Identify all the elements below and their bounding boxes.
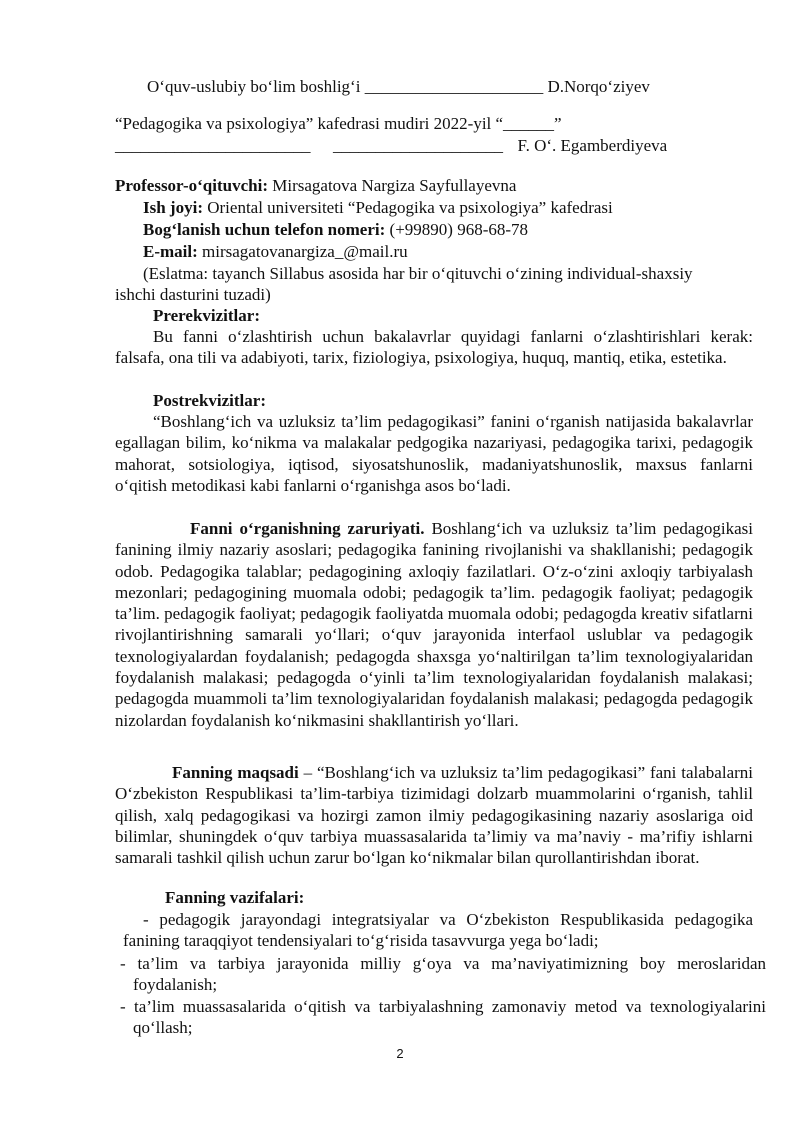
signature-blank-2: ____________________: [333, 136, 503, 155]
goal-heading: Fanning maqsadi: [172, 763, 299, 782]
phone-label: Bog‘lanish uchun telefon nomeri:: [143, 220, 386, 239]
task-item-1: [123, 909, 753, 952]
workplace-value: Oriental universiteti “Pedagogika va psixologiya” kafedrasi: [202, 198, 613, 217]
task-text-1: - pedagogik jarayondagi integratsiyalar va O‘zbekiston Respublikasida pedagogika fanining taraqqiyot tendensiyalari to‘g‘risida tasavvurga yega bo‘ladi;: [123, 910, 753, 951]
task-item-2: [120, 953, 766, 996]
approval-line-2: [115, 113, 562, 135]
signature-blank: _____________________: [364, 77, 544, 96]
postrequisites-heading: Postrekvizitlar:: [153, 391, 266, 410]
email-value: mirsagatovanargiza_@mail.ru: [197, 242, 408, 261]
note-line-1: [143, 263, 693, 285]
workplace-label: Ish joyi:: [143, 198, 203, 217]
date-blank: _______________________: [115, 136, 311, 155]
approver-name: D.Norqo‘ziyev: [547, 77, 650, 96]
email-label: E-mail:: [143, 242, 198, 261]
postrequisites-text: [115, 411, 753, 496]
prerequisites-body: Bu fanni o‘zlashtirish uchun bakalavrlar quyidagi fanlarni o‘zlashtirishlari kerak: falsafa, ona tili va adabiyoti, tarix, fiziologiya, psixologiya, huquq, mantiq, etika, estetika.: [115, 327, 753, 368]
department-head-name: F. O‘. Egamberdiyeva: [517, 136, 668, 155]
department-head-text: “Pedagogika va psixologiya” kafedrasi mudiri 2022-yil “______”: [115, 114, 562, 133]
note-line-2: [115, 284, 271, 306]
note-text-2: ishchi dasturini tuzadi): [115, 285, 271, 304]
tasks-heading: Fanning vazifalari:: [165, 888, 305, 907]
task-text-3: - ta’lim muassasalarida o‘qitish va tarbiyalashning zamonaviy metod va texnologiyalarini qo‘llash;: [120, 997, 766, 1038]
professor-line: [115, 175, 516, 197]
necessity-paragraph: [115, 518, 753, 731]
email-line: [143, 241, 408, 263]
goal-body: – “Boshlang‘ich va uzluksiz ta’lim pedagogikasi” fani talabalarni O‘zbekiston Respublikasi ta’lim-tarbiya tizimidagi dolzarb muammolarini o‘rganish, tahlil qilish, xalq pedagogikasi va hozirgi zamon ilmiy pedagogikasining nazariy asoslariga oid bilimlar, shuningdek o‘quv tarbiya muassasalarida ta’limiy va ma’naviy - ma’rifiy ishlarni samarali tashkil qilish uchun zarur bo‘lgan ko‘nikmalar bilan qurollantirishdan iborat.: [115, 763, 754, 868]
note-text-1: (Eslatma: tayanch Sillabus asosida har bir o‘qituvchi o‘zining individual-shaxsiy: [143, 264, 693, 283]
necessity-heading: Fanni o‘rganishning zaruriyati.: [190, 519, 425, 538]
approval-line-3: [115, 135, 667, 157]
postrequisites-body: “Boshlang‘ich va uzluksiz ta’lim pedagogikasi” fanini o‘rganish natijasida bakalavrlar egallagan bilim, ko‘nikma va malakalar pedgogika nazariyasi, pedagogika tarixi, pedagogik mahorat, sotsiologiya, iqtisod, siyosatshunoslik, madaniyatshunoslik, maxsus fanlarni o‘qitish metodikasi kabi fanlarni o‘rganishga asos bo‘ladi.: [115, 412, 753, 495]
professor-value: Mirsagatova Nargiza Sayfullayevna: [267, 176, 517, 195]
goal-paragraph: [115, 762, 753, 868]
prerequisites-heading: Prerekvizitlar:: [153, 306, 260, 325]
phone-line: [143, 219, 528, 241]
phone-value: (+99890) 968-68-78: [385, 220, 529, 239]
professor-label: Professor-o‘qituvchi:: [115, 176, 268, 195]
task-text-2: - ta’lim va tarbiya jarayonida milliy g‘oya va ma’naviyatimizning boy meroslaridan foydalanish;: [120, 954, 766, 995]
prerequisites-text: [115, 326, 753, 369]
approval-role: O‘quv-uslubiy bo‘lim boshlig‘i: [147, 77, 361, 96]
task-item-3: [120, 996, 766, 1039]
necessity-body: Boshlang‘ich va uzluksiz ta’lim pedagogikasi fanining ilmiy nazariy asoslari; pedagogika fanining rivojlanishi va shakllanishi; pedagogik odob. Pedagogika talablar; pedagogining axloqiy fazilatlari. O‘z-o‘zini axloqiy tarbiyalash mezonlari; pedagogining muomala odobi; pedagogik ta’lim. pedagogik faoliyat; pedagogik ta’lim. pedagogik faoliyat; pedagogik faoliyatda muomala odobi; pedagogda kreativ sifatlarni rivojlantirishning samarali yo‘llari; o‘quv jarayonida interfaol uslublar va pedagogik texnologiyalardan foydalanish; pedagogda shaxsga yo‘naltirilgan ta’lim texnologiyalaridan foydalanish malakasi; pedagogda o‘yinli ta’lim texnologiyalaridan foydalanish malakasi; pedagogda muammoli ta’lim texnologiyalaridan foydalanish malakasi; pedagogda pedagogik nizolardan foydalanish ko‘nikmasini shakllantirish yo‘llari.: [115, 519, 753, 730]
approval-line-1: [147, 76, 650, 98]
workplace-line: [143, 197, 613, 219]
page-number: 2: [396, 1046, 404, 1061]
